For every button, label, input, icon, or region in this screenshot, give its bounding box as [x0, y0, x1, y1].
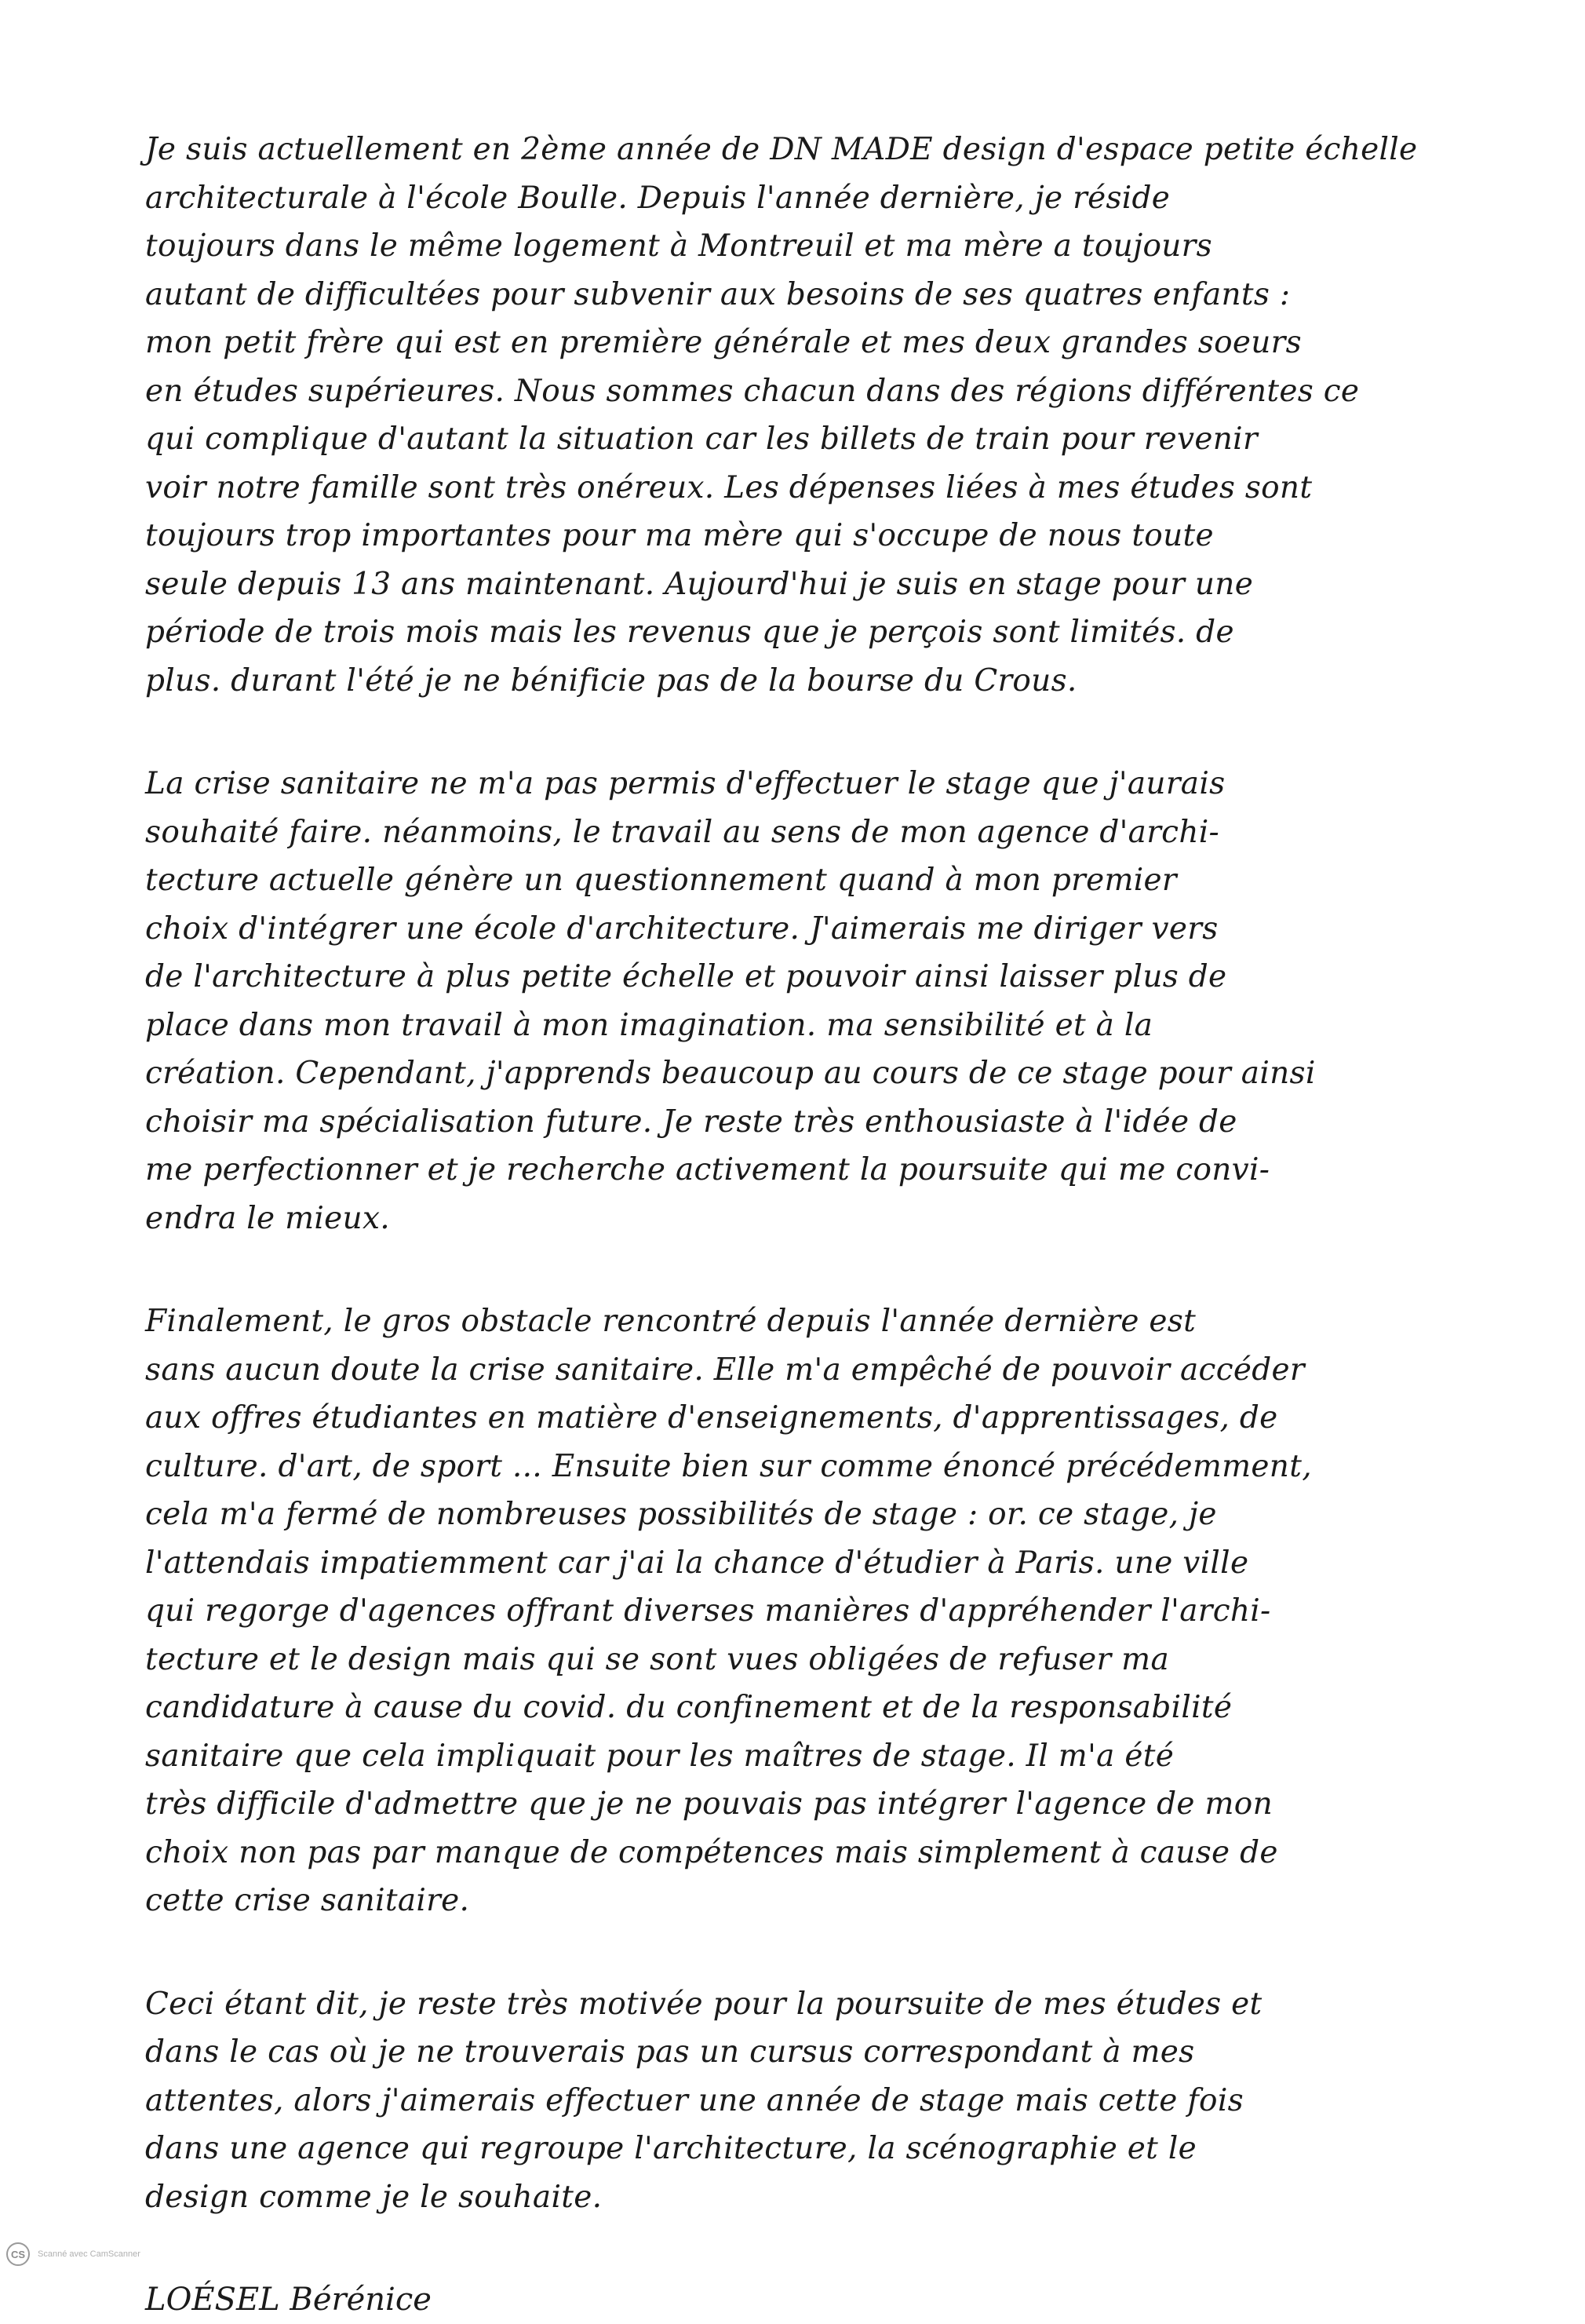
text-line: Je suis actuellement en 2ème année de DN MADE design d'espace petite échelle: [145, 132, 1418, 167]
camscanner-logo-icon: CS: [6, 2242, 30, 2266]
signature: LOÉSEL Bérénice: [145, 2282, 432, 2318]
text-line: cette crise sanitaire.: [145, 1883, 470, 1918]
text-line: tecture et le design mais qui se sont vues obligées de refuser ma: [145, 1641, 1170, 1677]
text-line: sanitaire que cela impliquait pour les maîtres de stage. Il m'a été: [145, 1738, 1175, 1774]
text-line: culture. d'art, de sport ... Ensuite bien sur comme énoncé précédemment,: [145, 1448, 1312, 1484]
paragraph-2: [145, 760, 1440, 1242]
text-line: création. Cependant, j'apprends beaucoup au cours de ce stage pour ainsi: [145, 1056, 1316, 1091]
scanner-caption: Scanné avec CamScanner: [38, 2249, 140, 2259]
paragraph-4: [145, 1980, 1440, 2222]
text-line: choix d'intégrer une école d'architecture. J'aimerais me diriger vers: [145, 910, 1219, 947]
text-line: place dans mon travail à mon imagination. ma sensibilité et à la: [145, 1007, 1153, 1043]
text-line: Ceci étant dit, je reste très motivée pour la poursuite de mes études et: [145, 1986, 1263, 2022]
text-line: endra le mieux.: [145, 1200, 390, 1236]
text-line: aux offres étudiantes en matière d'enseignements, d'apprentissages, de: [145, 1400, 1278, 1436]
scanner-watermark: [6, 2241, 140, 2267]
text-line: autant de difficultées pour subvenir aux besoins de ses quatres enfants :: [145, 276, 1291, 312]
text-line: design comme je le souhaite.: [145, 2179, 603, 2215]
text-line: qui regorge d'agences offrant diverses manières d'appréhender l'archi-: [145, 1593, 1271, 1629]
text-line: mon petit frère qui est en première générale et mes deux grandes soeurs: [145, 325, 1302, 360]
text-line: cela m'a fermé de nombreuses possibilités de stage : or. ce stage, je: [145, 1497, 1217, 1532]
text-line: La crise sanitaire ne m'a pas permis d'effectuer le stage que j'aurais: [145, 766, 1226, 801]
text-line: plus. durant l'été je ne bénificie pas de la bourse du Crous.: [145, 662, 1077, 699]
paragraph-1: [145, 126, 1440, 705]
text-line: sans aucun doute la crise sanitaire. Elle m'a empêché de pouvoir accéder: [145, 1352, 1305, 1388]
text-line: dans une agence qui regroupe l'architecture, la scénographie et le: [145, 2131, 1197, 2166]
text-line: dans le cas où je ne trouverais pas un cursus correspondant à mes: [145, 2034, 1195, 2070]
text-line: candidature à cause du covid. du confinement et de la responsabilité: [145, 1690, 1233, 1725]
text-line: qui complique d'autant la situation car les billets de train pour revenir: [145, 421, 1258, 457]
text-line: me perfectionner et je recherche activement la poursuite qui me convi-: [145, 1152, 1270, 1188]
text-line: l'attendais impatiemment car j'ai la chance d'étudier à Paris. une ville: [145, 1545, 1249, 1581]
text-line: choix non pas par manque de compétences mais simplement à cause de: [145, 1834, 1278, 1870]
text-line: période de trois mois mais les revenus que je perçois sont limités. de: [145, 615, 1234, 650]
text-line: choisir ma spécialisation future. Je reste très enthousiaste à l'idée de: [145, 1104, 1237, 1140]
text-line: seule depuis 13 ans maintenant. Aujourd'hui je suis en stage pour une: [145, 566, 1254, 602]
text-line: voir notre famille sont très onéreux. Les dépenses liées à mes études sont: [145, 469, 1313, 505]
text-line: très difficile d'admettre que je ne pouvais pas intégrer l'agence de mon: [145, 1786, 1273, 1822]
text-line: attentes, alors j'aimerais effectuer une année de stage mais cette fois: [145, 2082, 1244, 2118]
text-line: tecture actuelle génère un questionnement quand à mon premier: [145, 863, 1177, 898]
text-line: de l'architecture à plus petite échelle et pouvoir ainsi laisser plus de: [145, 959, 1227, 994]
paragraph-3: [145, 1297, 1440, 1925]
text-line: souhaité faire. néanmoins, le travail au sens de mon agence d'archi-: [145, 814, 1219, 850]
text-line: toujours trop importantes pour ma mère qui s'occupe de nous toute: [145, 518, 1214, 553]
handwritten-letter: [145, 126, 1440, 2324]
text-line: architecturale à l'école Boulle. Depuis l'année dernière, je réside: [145, 180, 1171, 216]
text-line: Finalement, le gros obstacle rencontré depuis l'année dernière est: [145, 1304, 1197, 1339]
text-line: toujours dans le même logement à Montreuil et ma mère a toujours: [145, 228, 1212, 264]
text-line: en études supérieures. Nous sommes chacun dans des régions différentes ce: [145, 373, 1360, 409]
